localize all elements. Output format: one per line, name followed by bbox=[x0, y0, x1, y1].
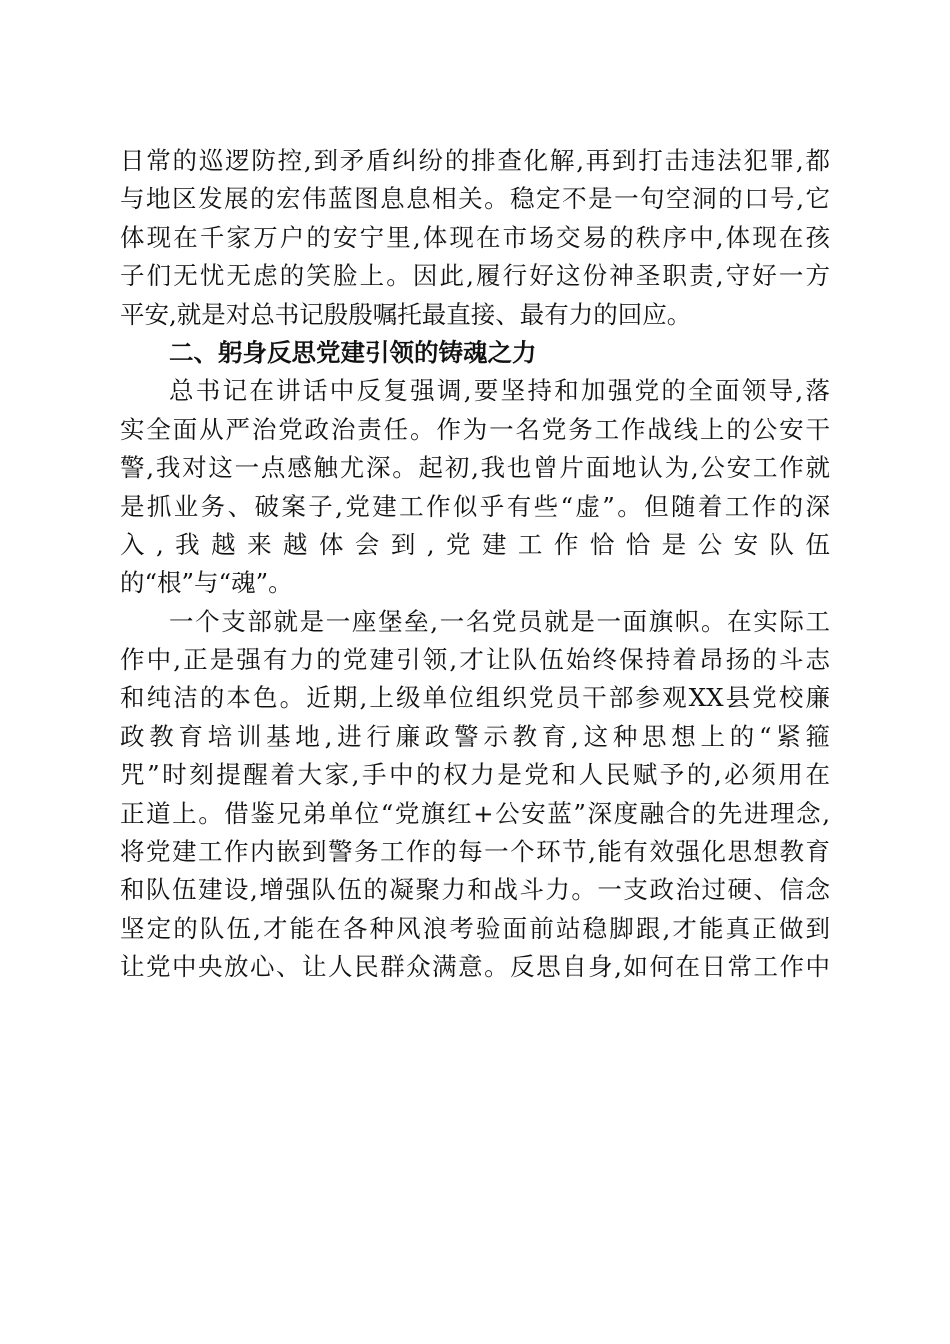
paragraph-3 bbox=[120, 603, 830, 987]
text-line: 是抓业务、破案子,党建工作似乎有些“虚”。但随着工作的深 bbox=[120, 491, 830, 521]
text-line: 政教育培训基地,进行廉政警示教育,这种思想上的“紧箍 bbox=[120, 721, 830, 751]
paragraph-1 bbox=[120, 142, 830, 334]
paragraph-2 bbox=[120, 372, 830, 602]
text-line: 一个支部就是一座堡垒,一名党员就是一面旗帜。在实际工 bbox=[169, 606, 830, 636]
text-line: 子们无忧无虑的笑脸上。因此,履行好这份神圣职责,守好一方 bbox=[120, 261, 830, 291]
text-line: 和纯洁的本色。近期,上级单位组织党员干部参观XX县党校廉 bbox=[120, 683, 830, 713]
text-line: 实全面从严治党政治责任。作为一名党务工作战线上的公安干 bbox=[120, 414, 830, 444]
section-heading bbox=[120, 334, 830, 372]
text-line: 将党建工作内嵌到警务工作的每一个环节,能有效强化思想教育 bbox=[120, 837, 830, 867]
text-line: 咒”时刻提醒着大家,手中的权力是党和人民赋予的,必须用在 bbox=[120, 760, 830, 790]
text-line: 和队伍建设,增强队伍的凝聚力和战斗力。一支政治过硬、信念 bbox=[120, 875, 830, 905]
document-page bbox=[120, 142, 830, 987]
text-line: 平安,就是对总书记殷殷嘱托最直接、最有力的回应。 bbox=[120, 299, 692, 329]
text-line: 的“根”与“魂”。 bbox=[120, 568, 293, 598]
text-line: 体现在千家万户的安宁里,体现在市场交易的秩序中,体现在孩 bbox=[120, 222, 830, 252]
text-line: 总书记在讲话中反复强调,要坚持和加强党的全面领导,落 bbox=[169, 376, 830, 406]
text-line: 正道上。借鉴兄弟单位“党旗红+公安蓝”深度融合的先进理念, bbox=[120, 798, 830, 828]
text-line: 让党中央放心、让人民群众满意。反思自身,如何在日常工作中 bbox=[120, 952, 830, 982]
text-line: 坚定的队伍,才能在各种风浪考验面前站稳脚跟,才能真正做到 bbox=[120, 913, 830, 943]
text-line: 作中,正是强有力的党建引领,才让队伍始终保持着昂扬的斗志 bbox=[120, 645, 830, 675]
text-line: 与地区发展的宏伟蓝图息息相关。稳定不是一句空洞的口号,它 bbox=[120, 184, 830, 214]
section-heading-text: 二、躬身反思党建引领的铸魂之力 bbox=[169, 337, 537, 367]
text-line: 日常的巡逻防控,到矛盾纠纷的排查化解,再到打击违法犯罪,都 bbox=[120, 146, 830, 175]
text-line: 警,我对这一点感触尤深。起初,我也曾片面地认为,公安工作就 bbox=[120, 453, 830, 483]
text-line: 入,我越来越体会到,党建工作恰恰是公安队伍 bbox=[120, 529, 830, 559]
